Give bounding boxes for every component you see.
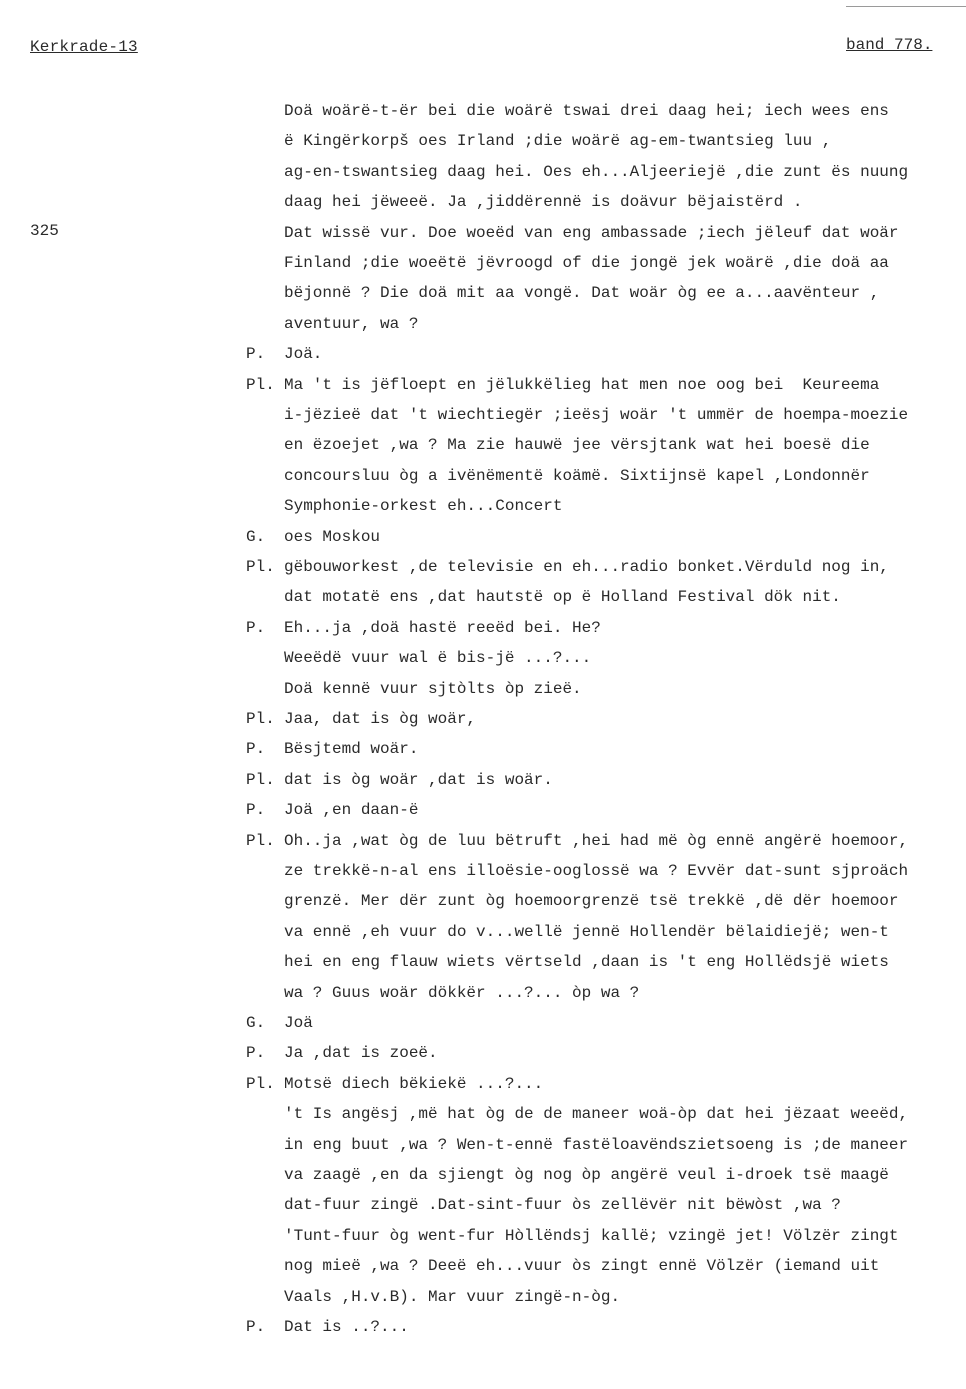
transcript-line bbox=[0, 430, 966, 460]
transcript-line bbox=[0, 461, 966, 491]
header-tape: band 778. bbox=[846, 36, 933, 54]
line-text: en ëzoejet ,wa ? Ma zie hauwë jee vërsjtank wat hei boesë die bbox=[284, 436, 870, 455]
line-text: ag-en-tswantsieg daag hei. Oes eh...Aljeeriejë ,die zunt ës nuung bbox=[284, 162, 909, 181]
transcript-line bbox=[0, 674, 966, 704]
transcript-line bbox=[0, 856, 966, 886]
line-text: 'Tunt-fuur òg went-fur Hòllëndsj kallë; vzingë jet! Völzër zingt bbox=[284, 1226, 899, 1245]
line-text: bëjonnë ? Die doä mit aa vongë. Dat woär òg ee a...aavënteur , bbox=[284, 284, 880, 303]
transcript-line bbox=[0, 218, 966, 248]
transcript-line bbox=[0, 1069, 966, 1099]
line-text: gëbouworkest ,de televisie en eh...radio bonket.Vërduld nog in, bbox=[284, 558, 889, 576]
speaker-label: Pl. bbox=[246, 375, 275, 394]
line-text: hei en eng flauw wiets vërtseld ,daan is 't eng Hollëdsjë wiets bbox=[284, 953, 889, 972]
transcript-line bbox=[0, 491, 966, 521]
line-text: wa ? Guus woär dökkër ...?... òp wa ? bbox=[284, 983, 640, 1002]
line-text: oes Moskou bbox=[284, 527, 381, 546]
line-text: nog mieë ,wa ? Deeë eh...vuur òs zingt ennë Völzër (iemand uit bbox=[284, 1257, 880, 1276]
line-text: va zaagë ,en da sjiengt òg nog òp angërë veul i-droek tsë maagë bbox=[284, 1166, 889, 1184]
transcript-line bbox=[0, 978, 966, 1008]
transcript-line bbox=[0, 370, 966, 400]
line-text: Ma 't is jëfloept en jëlukkëlieg hat men noe oog bei Keureema bbox=[284, 375, 880, 394]
transcript-line bbox=[0, 248, 966, 278]
transcript-line bbox=[0, 400, 966, 430]
line-text: Oh..ja ,wat òg de luu bëtruft ,hei had më òg ennë angërë hoemoor, bbox=[284, 831, 909, 850]
speaker-label: P. bbox=[246, 740, 266, 759]
speaker-label: P. bbox=[246, 1318, 266, 1336]
transcript-line bbox=[0, 582, 966, 612]
transcript-line bbox=[0, 795, 966, 825]
transcript-line bbox=[0, 1038, 966, 1068]
speaker-label: G. bbox=[246, 527, 266, 546]
speaker-label: Pl. bbox=[246, 558, 275, 576]
speaker-label: Pl. bbox=[246, 770, 275, 789]
line-text: daag hei jëweeë. Ja ,jiddërennë is doävur bëjaistërd . bbox=[284, 193, 803, 212]
line-text: Symphonie-orkest eh...Concert bbox=[284, 497, 563, 516]
transcript-line bbox=[0, 917, 966, 947]
line-text: Dat is ..?... bbox=[284, 1318, 409, 1336]
line-text: va ennë ,eh vuur do v...wellë jennë Hollendër bëlaidiejë; wen-t bbox=[284, 922, 889, 941]
speaker-label: P. bbox=[246, 618, 266, 637]
line-text: Joä ,en daan-ë bbox=[284, 801, 419, 820]
transcript-line bbox=[0, 613, 966, 643]
transcript-line bbox=[0, 126, 966, 156]
top-edge-rule bbox=[846, 6, 966, 7]
line-text: Bësjtemd woär. bbox=[284, 740, 419, 759]
line-text: Joä. bbox=[284, 345, 323, 364]
transcript-line bbox=[0, 947, 966, 977]
line-text: Jaa, dat is òg woär, bbox=[284, 710, 477, 728]
transcript-line bbox=[0, 1160, 966, 1190]
line-text: Eh...ja ,doä hastë reeëd bei. He? bbox=[284, 618, 601, 637]
transcript-line bbox=[0, 187, 966, 217]
transcript-line bbox=[0, 96, 966, 126]
transcript-line bbox=[0, 734, 966, 764]
line-text: Doä woärë-t-ër bei die woärë tswai drei daag hei; iech wees ens bbox=[284, 102, 889, 120]
line-text: ë Kingërkorpš oes Irland ;die woärë ag-em-twantsieg luu , bbox=[284, 132, 832, 151]
line-text: Vaals ,H.v.B). Mar vuur zingë-n-òg. bbox=[284, 1287, 621, 1306]
transcript-line bbox=[0, 157, 966, 187]
line-text: Weeëdë vuur wal ë bis-jë ...?... bbox=[284, 649, 592, 668]
line-text: Ja ,dat is zoeë. bbox=[284, 1044, 438, 1063]
transcript-line bbox=[0, 643, 966, 673]
line-text: concoursluu òg a ivënëmentë koämë. Sixtijnsë kapel ,Londonnër bbox=[284, 466, 870, 485]
transcript-line bbox=[0, 826, 966, 856]
speaker-label: P. bbox=[246, 1044, 266, 1063]
speaker-label: P. bbox=[246, 801, 266, 820]
line-text: in eng buut ,wa ? Wen-t-ennë fastëloavëndszietsoeng is ;de maneer bbox=[284, 1135, 909, 1154]
transcript-line bbox=[0, 552, 966, 582]
transcript-line bbox=[0, 1008, 966, 1038]
transcript-line bbox=[0, 1251, 966, 1281]
transcript-line bbox=[0, 765, 966, 795]
transcript-line bbox=[0, 1130, 966, 1160]
line-text: dat-fuur zingë .Dat-sint-fuur òs zellëvër nit bëwòst ,wa ? bbox=[284, 1196, 841, 1215]
line-text: grenzë. Mer dër zunt òg hoemoorgrenzë tsë trekkë ,dë dër hoemoor bbox=[284, 892, 899, 911]
line-text: dat is òg woär ,dat is woär. bbox=[284, 770, 553, 789]
line-text: 't Is angësj ,më hat òg de de maneer woä-òp dat hei jëzaat weeëd, bbox=[284, 1105, 909, 1124]
transcript-line bbox=[0, 1312, 966, 1342]
line-text: Joä bbox=[284, 1014, 313, 1032]
transcript-line bbox=[0, 1282, 966, 1312]
transcript-line bbox=[0, 278, 966, 308]
speaker-label: G. bbox=[246, 1014, 266, 1032]
transcript-line bbox=[0, 339, 966, 369]
speaker-label: Pl. bbox=[246, 1074, 275, 1093]
transcript-line bbox=[0, 522, 966, 552]
line-text: ze trekkë-n-al ens illoësie-ooglossë wa ? Evvër dat-sunt sjproäch bbox=[284, 862, 909, 880]
line-text: i-jëzieë dat 't wiechtiegër ;ieësj woär 't ummër de hoempa-moezie bbox=[284, 406, 909, 424]
speaker-label: P. bbox=[246, 345, 266, 364]
transcript-line bbox=[0, 309, 966, 339]
header-place bbox=[30, 38, 138, 56]
line-text: Doä kennë vuur sjtòlts òp zieë. bbox=[284, 679, 582, 698]
transcript-line bbox=[0, 1190, 966, 1220]
transcript-line bbox=[0, 1221, 966, 1251]
line-text: Dat wissë vur. Doe woeëd van eng ambassade ;iech jëleuf dat woär bbox=[284, 223, 899, 242]
line-text: dat motatë ens ,dat hautstë op ë Holland Festival dök nit. bbox=[284, 588, 841, 607]
transcript-line bbox=[0, 1099, 966, 1129]
line-text: Finland ;die woeëtë jëvroogd of die jongë jek woärë ,die doä aa bbox=[284, 254, 889, 272]
margin-line-number: 325 bbox=[30, 222, 59, 240]
line-text: Motsë diech bëkiekë ...?... bbox=[284, 1074, 544, 1093]
speaker-label: Pl. bbox=[246, 831, 275, 850]
speaker-label: Pl. bbox=[246, 710, 275, 728]
header-place-text: Kerkrade-13 bbox=[30, 38, 138, 56]
line-text: aventuur, wa ? bbox=[284, 314, 419, 333]
transcript-line bbox=[0, 704, 966, 734]
transcript-line bbox=[0, 886, 966, 916]
